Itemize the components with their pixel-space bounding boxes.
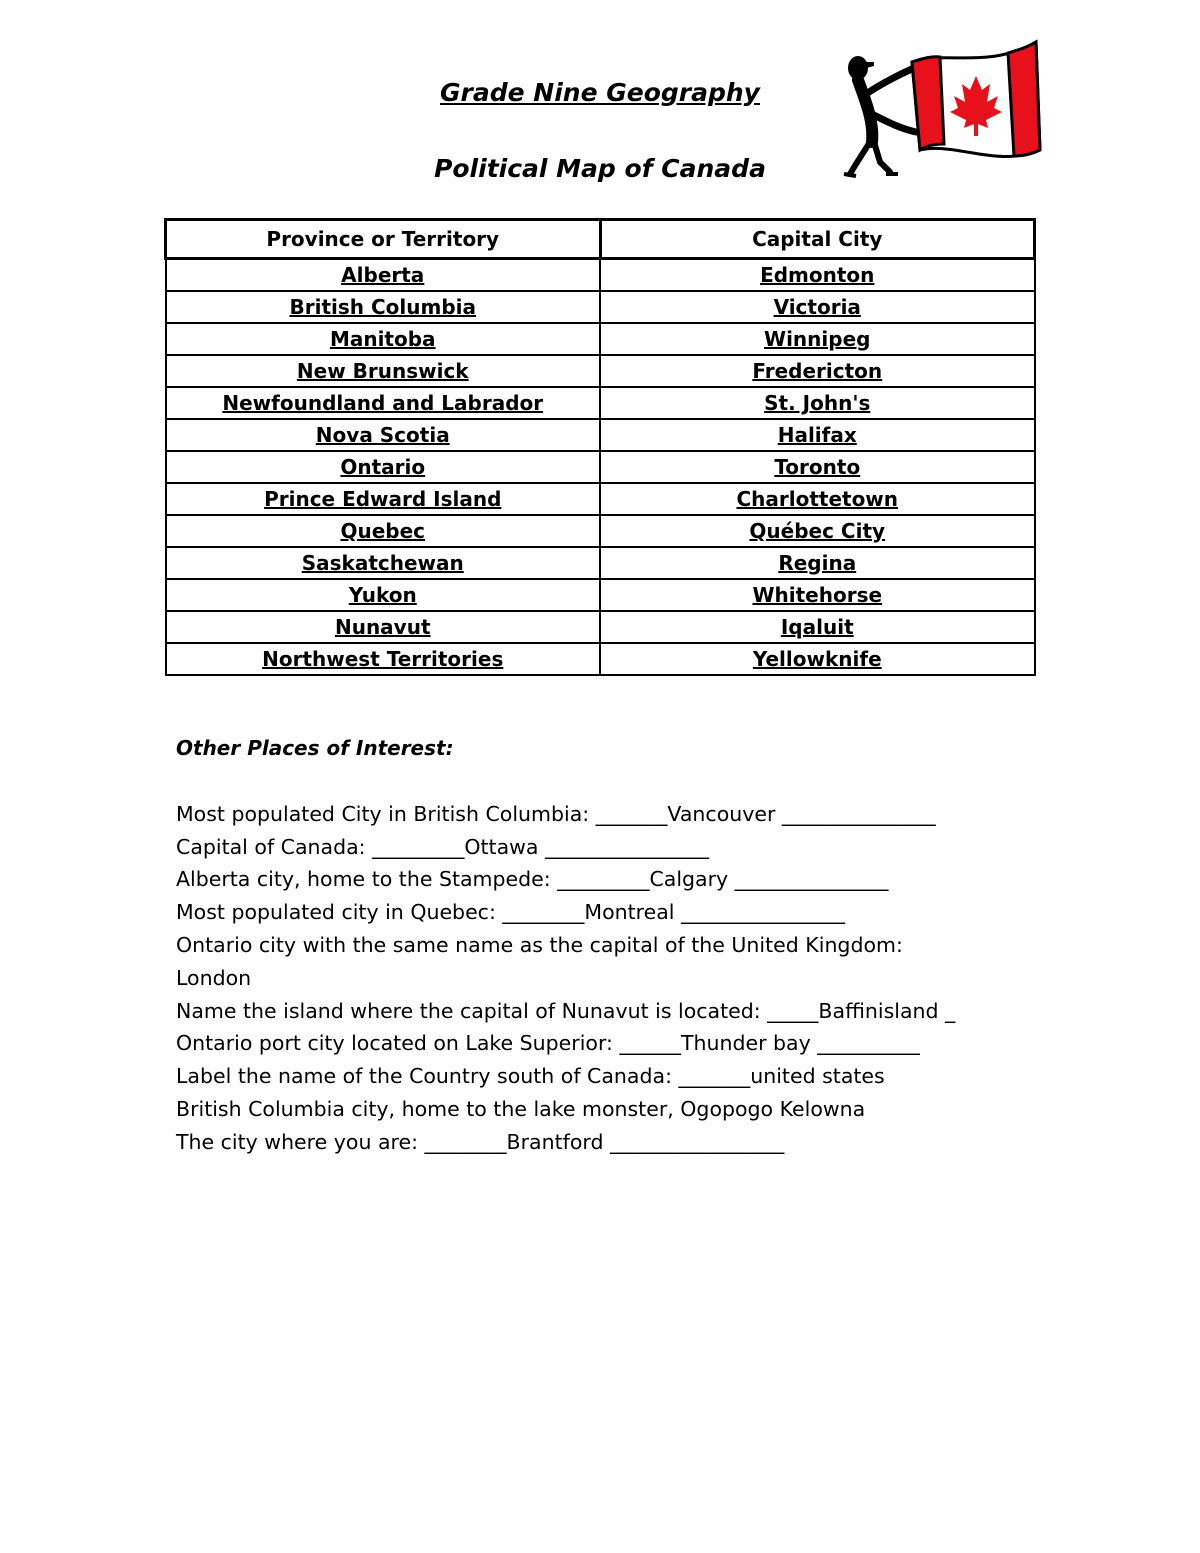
question-list	[176, 798, 1056, 1159]
question-line: London	[176, 965, 252, 990]
table-row	[166, 323, 1035, 355]
question-line: Ontario port city located on Lake Superior: ______Thunder bay __________	[176, 1031, 920, 1056]
table-row	[166, 419, 1035, 451]
province-cell: Saskatchewan	[166, 547, 601, 579]
table-row	[166, 547, 1035, 579]
capital-cell: Edmonton	[600, 259, 1035, 292]
province-cell: Nunavut	[166, 611, 601, 643]
table-row	[166, 483, 1035, 515]
table-row	[166, 451, 1035, 483]
capital-cell: Halifax	[600, 419, 1035, 451]
table-row	[166, 291, 1035, 323]
page-subtitle: Political Map of Canada	[434, 154, 766, 183]
question-line: The city where you are: ________Brantford _________________	[176, 1129, 785, 1154]
canada-flag-mascot-icon	[836, 32, 1046, 182]
capital-cell: Whitehorse	[600, 579, 1035, 611]
province-cell: Nova Scotia	[166, 419, 601, 451]
capital-cell: Fredericton	[600, 355, 1035, 387]
table-row	[166, 611, 1035, 643]
capital-cell: Charlottetown	[600, 483, 1035, 515]
section-heading: Other Places of Interest:	[176, 736, 454, 760]
question-line: Label the name of the Country south of Canada: _______united states	[176, 1064, 885, 1089]
table-row	[166, 259, 1035, 292]
table-row	[166, 355, 1035, 387]
column-header-province: Province or Territory	[166, 220, 601, 259]
province-cell: New Brunswick	[166, 355, 601, 387]
province-cell: Yukon	[166, 579, 601, 611]
province-cell: Quebec	[166, 515, 601, 547]
other-places-section	[176, 732, 1056, 1159]
capital-cell: St. John's	[600, 387, 1035, 419]
capital-cell: Québec City	[600, 515, 1035, 547]
province-cell: Manitoba	[166, 323, 601, 355]
province-capital-table	[164, 218, 1036, 676]
province-cell: Ontario	[166, 451, 601, 483]
question-line: Capital of Canada: _________Ottawa ________________	[176, 834, 709, 859]
capital-cell: Regina	[600, 547, 1035, 579]
question-line: British Columbia city, home to the lake monster, Ogopogo Kelowna	[176, 1096, 866, 1121]
question-line: Most populated City in British Columbia: _______Vancouver _______________	[176, 801, 936, 826]
table-row	[166, 515, 1035, 547]
capital-cell: Toronto	[600, 451, 1035, 483]
question-line: Ontario city with the same name as the capital of the United Kingdom:	[176, 932, 903, 957]
column-header-capital: Capital City	[600, 220, 1035, 259]
question-line: Name the island where the capital of Nunavut is located: _____Baffinisland _	[176, 998, 956, 1023]
capital-cell: Victoria	[600, 291, 1035, 323]
question-line: Alberta city, home to the Stampede: _________Calgary _______________	[176, 867, 889, 892]
flag-left-band	[912, 57, 944, 150]
province-cell: Northwest Territories	[166, 643, 601, 675]
question-line: Most populated city in Quebec: ________Montreal ________________	[176, 900, 846, 925]
table-header-row	[166, 220, 1035, 259]
province-cell: Newfoundland and Labrador	[166, 387, 601, 419]
capital-cell: Iqaluit	[600, 611, 1035, 643]
page-title: Grade Nine Geography	[440, 78, 760, 107]
capital-cell: Yellowknife	[600, 643, 1035, 675]
province-cell: Alberta	[166, 259, 601, 292]
stick-figure	[844, 56, 916, 176]
capital-cell: Winnipeg	[600, 323, 1035, 355]
table-row	[166, 579, 1035, 611]
province-cell: British Columbia	[166, 291, 601, 323]
table-row	[166, 387, 1035, 419]
flag-right-band	[1008, 42, 1040, 156]
table-body	[166, 259, 1035, 676]
table-row	[166, 643, 1035, 675]
province-cell: Prince Edward Island	[166, 483, 601, 515]
